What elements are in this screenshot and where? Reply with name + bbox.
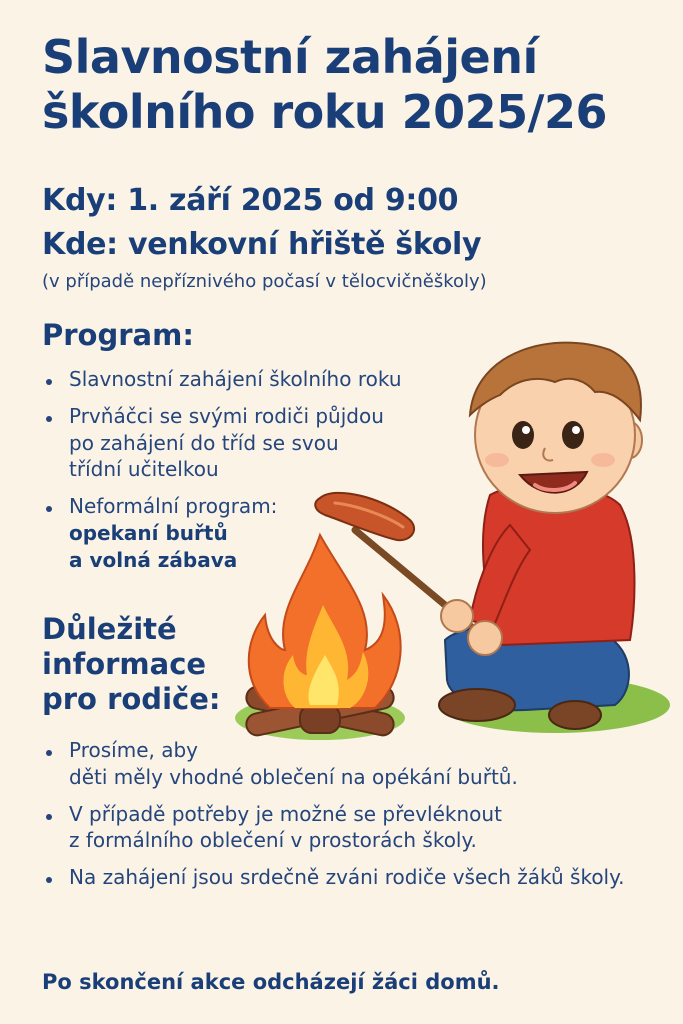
boy-roasting-sausage-campfire-icon	[225, 320, 675, 750]
program-item-2-line-1: Prvňáčci se svými rodiči půjdou	[69, 403, 384, 428]
list-item	[42, 737, 672, 791]
info-item-1-line-1: Prosíme, aby	[69, 738, 198, 762]
info-item-3-text: Na zahájení jsou srdečně zváni rodiče všech žáků školy.	[69, 865, 625, 890]
program-item-3-text: Neformální program:	[69, 494, 278, 519]
list-item	[42, 801, 672, 855]
list-item	[42, 864, 672, 891]
location-note: (v případě nepříznivého počasí v tělocvičněškoly)	[42, 271, 487, 292]
sausage-icon	[315, 493, 414, 540]
boy-hand-icon	[468, 621, 502, 655]
info-item-2-line-1: V případě potřeby je možné se převléknout	[69, 801, 502, 826]
boy-hand-icon	[441, 600, 473, 632]
program-heading: Program:	[42, 318, 194, 352]
title-line-1: Slavnostní zahájení	[42, 30, 538, 84]
flame-icon	[249, 535, 401, 708]
program-item-2-line-3: třídní učitelkou	[69, 457, 219, 482]
important-heading-line-1: Důležité	[42, 612, 177, 646]
event-date: Kdy: 1. září 2025 od 9:00	[42, 183, 459, 218]
program-item-3-bold-1: opekaní buřtů	[69, 520, 228, 545]
program-item-2-line-2: po zahájení do tříd se svou	[69, 430, 339, 455]
info-item-1-line-2: děti měly vhodné oblečení na opékání buřtů.	[69, 764, 518, 789]
important-heading-line-2: informace	[42, 646, 207, 681]
page-title	[42, 30, 672, 140]
event-location: Kde: venkovní hřiště školy	[42, 227, 482, 262]
program-item-1-text: Slavnostní zahájení školního roku	[69, 367, 402, 391]
footer-note: Po skončení akce odcházejí žáci domů.	[42, 970, 500, 994]
info-item-2-line-2: z formálního oblečení v prostorách školy.	[69, 828, 477, 853]
important-heading	[42, 612, 242, 716]
boy-head-icon	[470, 343, 642, 513]
parents-info-list	[42, 737, 672, 901]
title-line-2: školního roku 2025/26	[42, 85, 607, 140]
important-heading-line-3: pro rodiče:	[42, 681, 221, 716]
program-item-3-bold-2: a volná zábava	[69, 547, 238, 572]
